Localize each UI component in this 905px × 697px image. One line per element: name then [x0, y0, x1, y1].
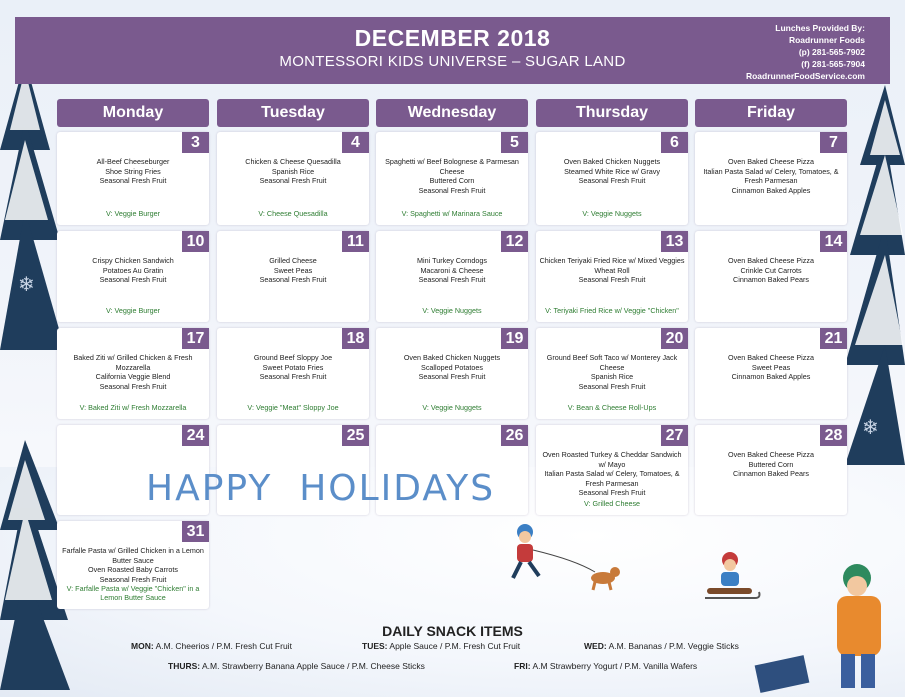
- date-number: 19: [501, 328, 528, 349]
- menu-item: Sweet Peas: [751, 362, 791, 372]
- vegetarian-option: V: Veggie Nuggets: [422, 403, 482, 413]
- menu-item: Cinnamon Baked Apples: [731, 372, 811, 382]
- menu-items: [378, 353, 526, 382]
- day-cell: [695, 231, 847, 322]
- menu-item: Spanish Rice: [271, 166, 315, 176]
- vegetarian-option: V: Cheese Quesadilla: [258, 209, 328, 219]
- day-header-wednesday: Wednesday: [376, 99, 528, 127]
- menu-item: Scalloped Potatoes: [421, 362, 483, 372]
- menu-item: Oven Baked Chicken Nuggets: [403, 353, 501, 362]
- day-header-thursday: Thursday: [536, 99, 688, 127]
- menu-item: Seasonal Fresh Fruit: [99, 574, 167, 584]
- date-number: 20: [661, 328, 688, 349]
- vegetarian-option: V: Teriyaki Fried Rice w/ Veggie "Chicken": [545, 306, 679, 316]
- menu-items: [697, 353, 845, 382]
- menu-items: [219, 256, 367, 285]
- menu-item: Oven Baked Chicken Nuggets: [563, 157, 661, 166]
- snack-day-label: TUES:: [362, 641, 388, 651]
- day-cell: [695, 425, 847, 515]
- day-cell: [376, 328, 528, 419]
- snack-wednesday: [584, 641, 739, 651]
- date-number: 7: [820, 132, 847, 153]
- page-title: DECEMBER 2018: [354, 25, 551, 51]
- menu-item: Oven Roasted Baby Carrots: [88, 565, 178, 575]
- menu-items: [59, 157, 207, 186]
- menu-item: Seasonal Fresh Fruit: [578, 488, 646, 498]
- date-number: 4: [342, 132, 369, 153]
- day-header-monday: Monday: [57, 99, 209, 127]
- menu-item: Oven Roasted Turkey & Cheddar Sandwich w/ Mayo: [542, 450, 682, 469]
- menu-item: Baked Ziti w/ Grilled Chicken & Fresh Mozzarella: [73, 353, 193, 372]
- menu-item: Oven Baked Cheese Pizza: [728, 450, 814, 459]
- menu-item: Mini Turkey Corndogs: [417, 256, 487, 265]
- provider-label: Lunches Provided By:: [775, 23, 865, 33]
- snack-friday: [514, 661, 697, 671]
- menu-item: Cinnamon Baked Pears: [733, 469, 809, 479]
- day-cell: [536, 231, 688, 322]
- vegetarian-option: V: Grilled Cheese: [583, 499, 641, 509]
- provider-fax: (f) 281-565-7904: [801, 59, 865, 69]
- menu-item: Ground Beef Sloppy Joe: [253, 353, 333, 362]
- date-number: 13: [661, 231, 688, 252]
- happy-holidays-text: HAPPY HOLIDAYS: [146, 468, 496, 509]
- provider-name: Roadrunner Foods: [788, 35, 865, 45]
- menu-items: [538, 157, 686, 186]
- provider-info: [746, 22, 865, 82]
- menu-item: Seasonal Fresh Fruit: [418, 372, 486, 382]
- snack-section-title: DAILY SNACK ITEMS: [382, 623, 523, 639]
- menu-items: [378, 256, 526, 285]
- vegetarian-option: V: Farfalle Pasta w/ Veggie "Chicken" in a Lemon Butter Sauce: [66, 583, 200, 603]
- snack-text: A.M. Strawberry Banana Apple Sauce / P.M. Cheese Sticks: [202, 661, 425, 671]
- snack-day-label: MON:: [131, 641, 154, 651]
- menu-items: [697, 256, 845, 285]
- day-cell: [57, 521, 209, 609]
- menu-item: Farfalle Pasta w/ Grilled Chicken in a Lemon Butter Sauce: [62, 546, 204, 565]
- day-cell: [536, 328, 688, 419]
- menu-items: [219, 157, 367, 186]
- school-name: MONTESSORI KIDS UNIVERSE – SUGAR LAND: [279, 53, 626, 70]
- snack-text: Apple Sauce / P.M. Fresh Cut Fruit: [389, 641, 521, 651]
- menu-item: Cinnamon Baked Apples: [731, 185, 811, 195]
- date-number: 27: [661, 425, 688, 446]
- menu-items: [378, 157, 526, 195]
- menu-items: [697, 450, 845, 479]
- menu-item: California Veggie Blend: [95, 372, 171, 382]
- menu-item: Oven Baked Cheese Pizza: [728, 157, 814, 166]
- menu-item: Seasonal Fresh Fruit: [578, 275, 646, 285]
- menu-items: [59, 353, 207, 391]
- menu-items: [59, 256, 207, 285]
- menu-items: [59, 546, 207, 584]
- menu-item: Seasonal Fresh Fruit: [578, 176, 646, 186]
- date-number: 28: [820, 425, 847, 446]
- menu-items: [538, 353, 686, 391]
- snack-day-label: WED:: [584, 641, 607, 651]
- date-number: 26: [501, 425, 528, 446]
- menu-items: [697, 157, 845, 195]
- date-number: 11: [342, 231, 369, 252]
- day-cell: [695, 328, 847, 419]
- menu-item: Spaghetti w/ Beef Bolognese & Parmesan Cheese: [385, 157, 519, 176]
- date-number: 17: [182, 328, 209, 349]
- menu-item: Potatoes Au Gratin: [102, 265, 164, 275]
- snack-text: A.M. Cheerios / P.M. Fresh Cut Fruit: [155, 641, 292, 651]
- date-number: 31: [182, 521, 209, 542]
- snack-day-label: FRI:: [514, 661, 531, 671]
- menu-item: Seasonal Fresh Fruit: [259, 176, 327, 186]
- menu-item: Italian Pasta Salad w/ Celery, Tomatoes, & Fresh Parmesan: [703, 166, 839, 186]
- day-header-tuesday: Tuesday: [217, 99, 369, 127]
- menu-item: Chicken & Cheese Quesadilla: [245, 157, 341, 166]
- date-number: 24: [182, 425, 209, 446]
- menu-item: All-Beef Cheeseburger: [96, 157, 170, 166]
- menu-item: Seasonal Fresh Fruit: [259, 372, 327, 382]
- provider-phone: (p) 281-565-7902: [798, 47, 865, 57]
- menu-item: Seasonal Fresh Fruit: [99, 275, 167, 285]
- menu-item: Seasonal Fresh Fruit: [259, 275, 327, 285]
- vegetarian-option: V: Baked Ziti w/ Fresh Mozzarella: [79, 403, 187, 413]
- menu-item: Seasonal Fresh Fruit: [418, 275, 486, 285]
- day-cell: [376, 132, 528, 225]
- menu-item: Seasonal Fresh Fruit: [99, 381, 167, 391]
- day-cell: [217, 132, 369, 225]
- menu-item: Oven Baked Cheese Pizza: [728, 353, 814, 362]
- vegetarian-option: V: Veggie "Meat" Sloppy Joe: [247, 403, 339, 413]
- menu-item: Wheat Roll: [594, 265, 630, 275]
- menu-items: [538, 450, 686, 498]
- day-cell: [217, 231, 369, 322]
- menu-item: Seasonal Fresh Fruit: [99, 176, 167, 186]
- day-cell: [536, 425, 688, 515]
- day-cell: [57, 328, 209, 419]
- day-cell: [217, 328, 369, 419]
- snack-tuesday: [362, 641, 520, 651]
- date-number: 5: [501, 132, 528, 153]
- snack-text: A.M Strawberry Yogurt / P.M. Vanilla Wafers: [532, 661, 698, 671]
- vegetarian-option: V: Veggie Burger: [105, 209, 161, 219]
- menu-item: Chicken Teriyaki Fried Rice w/ Mixed Veggies: [539, 256, 685, 265]
- snack-monday: [131, 641, 292, 651]
- menu-item: Crispy Chicken Sandwich: [92, 256, 174, 265]
- menu-item: Seasonal Fresh Fruit: [418, 185, 486, 195]
- day-header-friday: Friday: [695, 99, 847, 127]
- menu-item: Grilled Cheese: [269, 256, 317, 265]
- snack-text: A.M. Bananas / P.M. Veggie Sticks: [608, 641, 739, 651]
- day-cell: [536, 132, 688, 225]
- menu-items: [538, 256, 686, 285]
- day-cell: [376, 231, 528, 322]
- snowflake-icon: ❄: [862, 417, 879, 439]
- menu-items: [219, 353, 367, 382]
- date-number: 25: [342, 425, 369, 446]
- menu-item: Seasonal Fresh Fruit: [578, 381, 646, 391]
- menu-item: Cinnamon Baked Pears: [733, 275, 809, 285]
- menu-item: Oven Baked Cheese Pizza: [728, 256, 814, 265]
- day-cell: [57, 132, 209, 225]
- snowflake-icon: ❄: [18, 274, 35, 296]
- vegetarian-option: V: Spaghetti w/ Marinara Sauce: [401, 209, 503, 219]
- date-number: 18: [342, 328, 369, 349]
- vegetarian-option: V: Veggie Nuggets: [422, 306, 482, 316]
- vegetarian-option: V: Bean & Cheese Roll-Ups: [567, 403, 657, 413]
- date-number: 6: [661, 132, 688, 153]
- day-cell: [57, 231, 209, 322]
- date-number: 12: [501, 231, 528, 252]
- menu-item: Macaroni & Cheese: [420, 265, 484, 275]
- menu-item: Sweet Potato Fries: [262, 362, 324, 372]
- date-number: 3: [182, 132, 209, 153]
- menu-item: Shoe String Fries: [105, 166, 161, 176]
- menu-item: Steamed White Rice w/ Gravy: [564, 166, 660, 176]
- date-number: 10: [182, 231, 209, 252]
- day-cell: [695, 132, 847, 225]
- date-number: 21: [820, 328, 847, 349]
- menu-item: Buttered Corn: [429, 176, 475, 186]
- snack-thursday: [168, 661, 425, 671]
- snack-day-label: THURS:: [168, 661, 201, 671]
- date-number: 14: [820, 231, 847, 252]
- menu-item: Ground Beef Soft Taco w/ Monterey Jack Cheese: [546, 353, 678, 372]
- menu-item: Crinkle Cut Carrots: [740, 265, 802, 275]
- vegetarian-option: V: Veggie Burger: [105, 306, 161, 316]
- vegetarian-option: V: Veggie Nuggets: [582, 209, 642, 219]
- menu-item: Sweet Peas: [273, 265, 313, 275]
- menu-item: Spanish Rice: [590, 372, 634, 382]
- menu-item: Italian Pasta Salad w/ Celery, Tomatoes, & Fresh Parmesan: [544, 469, 680, 488]
- menu-item: Buttered Corn: [748, 459, 794, 469]
- provider-website: RoadrunnerFoodService.com: [745, 71, 865, 81]
